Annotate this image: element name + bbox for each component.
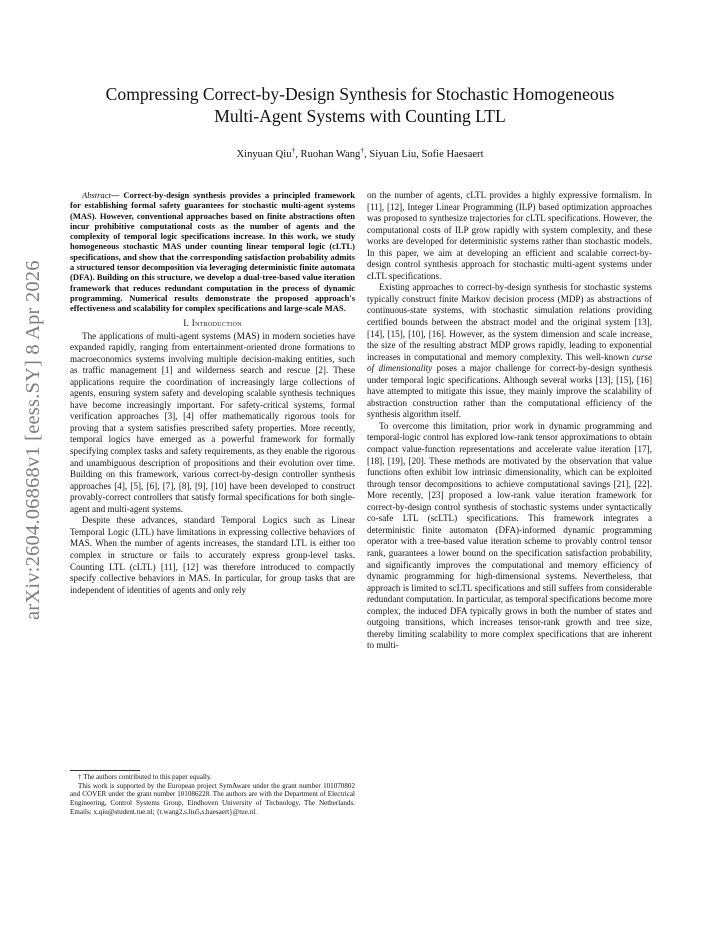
abstract-dash: — <box>110 190 124 200</box>
author-separator: , <box>295 149 301 160</box>
dagger-mark-2: † <box>360 145 365 155</box>
paper-title <box>60 84 660 127</box>
arxiv-identifier-stamp: arXiv:2604.06868v1 [eess.SY] 8 Apr 2026 <box>22 260 44 620</box>
intro-paragraph-4 <box>367 282 652 421</box>
author-list <box>60 145 660 161</box>
authors-rest: , Siyuan Liu, Sofie Haesaert <box>364 149 484 160</box>
paragraph-4-before: Existing approaches to correct-by-design synthesis for stochastic systems typically construct finite Markov decision process (MDP) as abstractions of continuous-state systems, with stochastic simulation relations providing certified bounds between the abstract model and the original system [13], [14], [15], [10], [16]. However, as the system dimension and scale increase, the size of the resulting abstract MDP grows rapidly, leading to exponential increases in computational and memory complexity. This well-known <box>367 282 652 362</box>
author-2: Ruohan Wang <box>300 149 361 160</box>
section-heading-introduction: I. Introduction <box>183 317 242 328</box>
footnotes <box>70 770 355 817</box>
intro-paragraph-5: To overcome this limitation, prior work in dynamic programming and temporal-logic control has explored low-rank tensor approximations to obtain compact value-function representations and accelerate value iteration [17], [18], [19], [20]. These methods are motivated by the observation that value functions often exhibit low intrinsic dimensionality, which can be exploited through tensor decompositions to achieve computational savings [21], [22]. More recently, [23] proposed a low-rank value iteration framework for correct-by-design control synthesis of stochastic systems under syntactically co-safe LTL (scLTL) specifications. This framework integrates a deterministic finite automaton (DFA)-informed dynamic programming operator with a tree-based value iteration scheme to provably control tensor rank, guarantees a lower bound on the specification satisfaction probability, and significantly improves the computational and memory efficiency of dynamic programming for high-dimensional systems. Nevertheless, that approach is limited to scLTL specifications and still suffers from considerable redundant computation. In particular, as temporal specifications become more complex, the induced DFA typically grows in both the number of states and outgoing transitions, which increases tensor-rank growth and tree size, thereby limiting scalability to more complex specifications that are inherent to multi- <box>367 420 652 651</box>
dagger-mark: † <box>291 145 296 155</box>
abstract-text: Correct-by-design synthesis provides a principled framework for establishing formal safety guarantees for stochastic multi-agent systems (MAS). However, conventional approaches based on finite abstractions often incur prohibitive computational costs as the number of agents and the complexity of temporal logic specifications increase. In this work, we study homogeneous stochastic MAS under counting linear temporal logic (cLTL) specifications, and show that the corresponding satisfaction probability admits a structured tensor decomposition via leveraging deterministic finite automata (DFA). Building on this structure, we develop a dual-tree-based value iteration framework that reduces redundant computation in the process of dynamic programming. Numerical results demonstrate the proposed approach's effectiveness and scalability for complex specifications and large-scale MAS. <box>70 190 355 314</box>
footnote-divider <box>70 770 140 771</box>
curse-of-dimensionality-term: curse of dimensionality <box>367 351 652 374</box>
paragraph-4-after: poses a major challenge for correct-by-design synthesis under temporal logic specifications. Although several works [13], [15], [16] have attempted to mitigate this issue, they mainly improve the scalability of abstraction construction rather than the computational efficiency of the synthesis algorithm itself. <box>367 363 653 420</box>
intro-paragraph-3: on the number of agents, cLTL provides a highly expressive formalism. In [11], [12], Integer Linear Programming (ILP) based optimization approaches was proposed to synthesize trajectories for cLTL specifications. However, the computational costs of ILP grow rapidly with system complexity, and these works are developed for deterministic systems rather than stochastic models. In this paper, we aim at developing an efficient and scalable correct-by-design control synthesis approach for stochastic multi-agent systems under cLTL specifications. <box>367 190 652 281</box>
intro-paragraph-2: Despite these advances, standard Temporal Logics such as Linear Temporal Logic (LTL) have limitations in expressing collective behaviors of MAS. When the number of agents increases, the standard LTL is either too complex in structure or fails to accurately express group-level tasks. Counting LTL (cLTL) [11], [12] was therefore introduced to compactly specify collective behaviors in MAS. In particular, for group tasks that are independent of identities of agents and only rely <box>70 515 355 595</box>
abstract-label: Abstract <box>82 190 111 200</box>
right-column <box>367 190 652 652</box>
title-line-2: Multi-Agent Systems with Counting LTL <box>214 105 506 126</box>
footnote-equal-contribution: † The authors contributed to this paper equally. <box>78 773 212 781</box>
author-1: Xinyuan Qiu <box>236 149 292 160</box>
footnote-funding-affiliation: This work is supported by the European project SymAware under the grant number 101070802 and COVER under the grant number 101086228. The authors are with the Department of Electrical Engineering, Control Systems Group, Eindhoven University of Technology, The Netherlands. Emails: x.qiu@student.tue.nl; {r.wang2,s.liu5,s.haesaert}@tue.nl. <box>70 781 355 816</box>
left-column <box>70 190 355 596</box>
intro-paragraph-1: The applications of multi-agent systems (MAS) in modern societies have expanded rapidly, ranging from entertainment-oriented drone formations to macroeconomics systems involving multiple decision-making entities, such as traffic management [1] and wilderness search and rescue [2]. These applications require the coordination of increasingly large collections of agents, ensuring system safety and developing scalable synthesis techniques have become increasingly important. For safety-critical systems, formal verification approaches [3], [4] offer mathematically rigorous tools for proving that a system satisfies prescribed safety properties. More recently, temporal logics have emerged as a powerful framework for formally specifying complex tasks and safety requirements, as they enable the rigorous and unambiguous description of propositions and their evolution over time. Building on this framework, various correct-by-design controller synthesis approaches [4], [5], [6], [7], [8], [9], [10] have been developed to construct provably-correct controllers that satisfy formal specifications for both single-agent and multi-agent systems. <box>70 330 355 514</box>
title-line-1: Compressing Correct-by-Design Synthesis for Stochastic Homogeneous <box>105 84 615 104</box>
abstract <box>70 190 355 314</box>
